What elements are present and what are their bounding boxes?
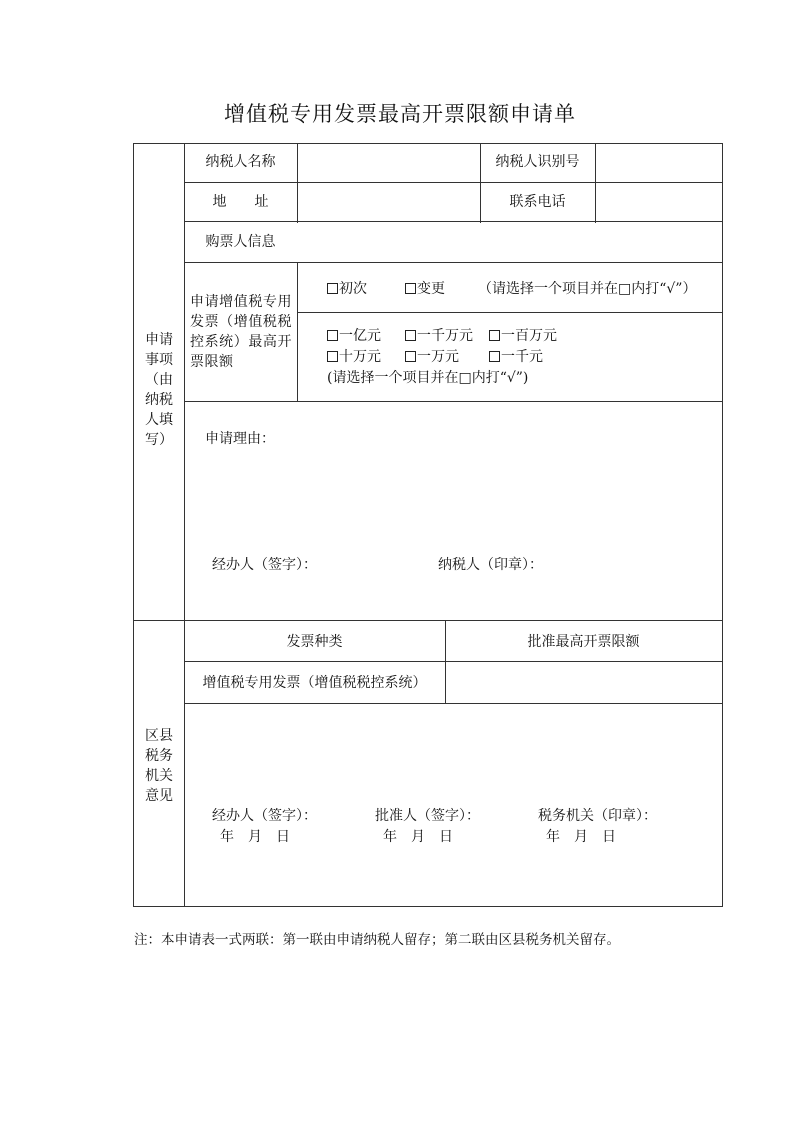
row-divider (297, 312, 723, 313)
seal-date: 年 月 日 (546, 829, 616, 845)
col-divider (297, 262, 298, 402)
option-label: 变更 (417, 281, 445, 297)
amount-hint: (请选择一个项目并在□内打“√”) (327, 370, 529, 386)
form-title: 增值税专用发票最高开票限额申请单 (224, 102, 576, 126)
row-divider (184, 182, 723, 183)
option-label: 一百万元 (501, 328, 557, 344)
authority-side-label: 区县税务机关意见 (145, 728, 173, 804)
taxpayer-name-label: 纳税人名称 (205, 154, 276, 170)
option-label: 十万元 (339, 349, 381, 365)
limit-label: 申请增值税专用发票（增值税税控系统）最高开票限额 (190, 294, 292, 370)
buyer-info-label: 购票人信息 (205, 234, 276, 250)
checkbox-icon[interactable] (405, 283, 416, 294)
option-label: 一千元 (501, 349, 543, 365)
row-divider (184, 221, 723, 222)
checkbox-icon[interactable] (405, 330, 416, 341)
agent-date: 年 月 日 (220, 829, 290, 845)
option-initial[interactable] (327, 279, 367, 299)
approver-date: 年 月 日 (383, 829, 453, 845)
checkbox-icon[interactable] (489, 351, 500, 362)
section-divider (133, 620, 723, 621)
phone-label: 联系电话 (509, 194, 566, 210)
approved-limit-header: 批准最高开票限额 (527, 634, 640, 650)
option-label: 一万元 (417, 349, 459, 365)
checkbox-icon[interactable] (489, 330, 500, 341)
option-10k[interactable] (405, 347, 459, 367)
option-label: 初次 (339, 281, 367, 297)
table-border-left (133, 143, 134, 907)
invoice-type-value: 增值税专用发票（增值税税控系统） (202, 675, 427, 691)
option-label: 一千万元 (417, 328, 473, 344)
taxpayer-seal-label: 纳税人（印章）： (438, 557, 543, 573)
applicant-side-label: 申请事项（由纳税人填写） (145, 332, 173, 448)
row-divider (184, 703, 723, 704)
checkbox-icon[interactable] (327, 330, 338, 341)
col-divider (595, 143, 596, 223)
side-column-divider (184, 143, 185, 907)
option-label: 一亿元 (339, 328, 381, 344)
option-change[interactable] (405, 279, 445, 299)
row-divider (184, 401, 723, 402)
row-divider (184, 661, 723, 662)
row-divider (184, 262, 723, 263)
checkbox-icon[interactable] (405, 351, 416, 362)
checkbox-icon[interactable] (327, 351, 338, 362)
table-border-top (133, 143, 723, 144)
footnote: 注：本申请表一式两联：第一联由申请纳税人留存；第二联由区县税务机关留存。 (134, 932, 620, 948)
taxpayer-id-label: 纳税人识别号 (495, 154, 580, 170)
option-1k[interactable] (489, 347, 543, 367)
table-border-bottom (133, 906, 723, 907)
table-border-right (722, 143, 723, 907)
address-label: 地 址 (212, 194, 269, 210)
applicant-agent-sign-label: 经办人（签字）： (212, 557, 317, 573)
col-divider (297, 143, 298, 223)
reason-label: 申请理由： (205, 431, 275, 447)
option-1m[interactable] (489, 326, 557, 346)
authority-seal-label: 税务机关（印章）： (538, 808, 657, 824)
option-100m[interactable] (327, 326, 381, 346)
checkbox-icon[interactable] (327, 283, 338, 294)
option-10m[interactable] (405, 326, 473, 346)
option-100k[interactable] (327, 347, 381, 367)
authority-agent-sign-label: 经办人（签字）： (212, 808, 317, 824)
approver-sign-label: 批准人（签字）： (375, 808, 480, 824)
invoice-type-header: 发票种类 (286, 634, 343, 650)
type-hint: （请选择一个项目并在□内打“√”） (478, 281, 697, 297)
